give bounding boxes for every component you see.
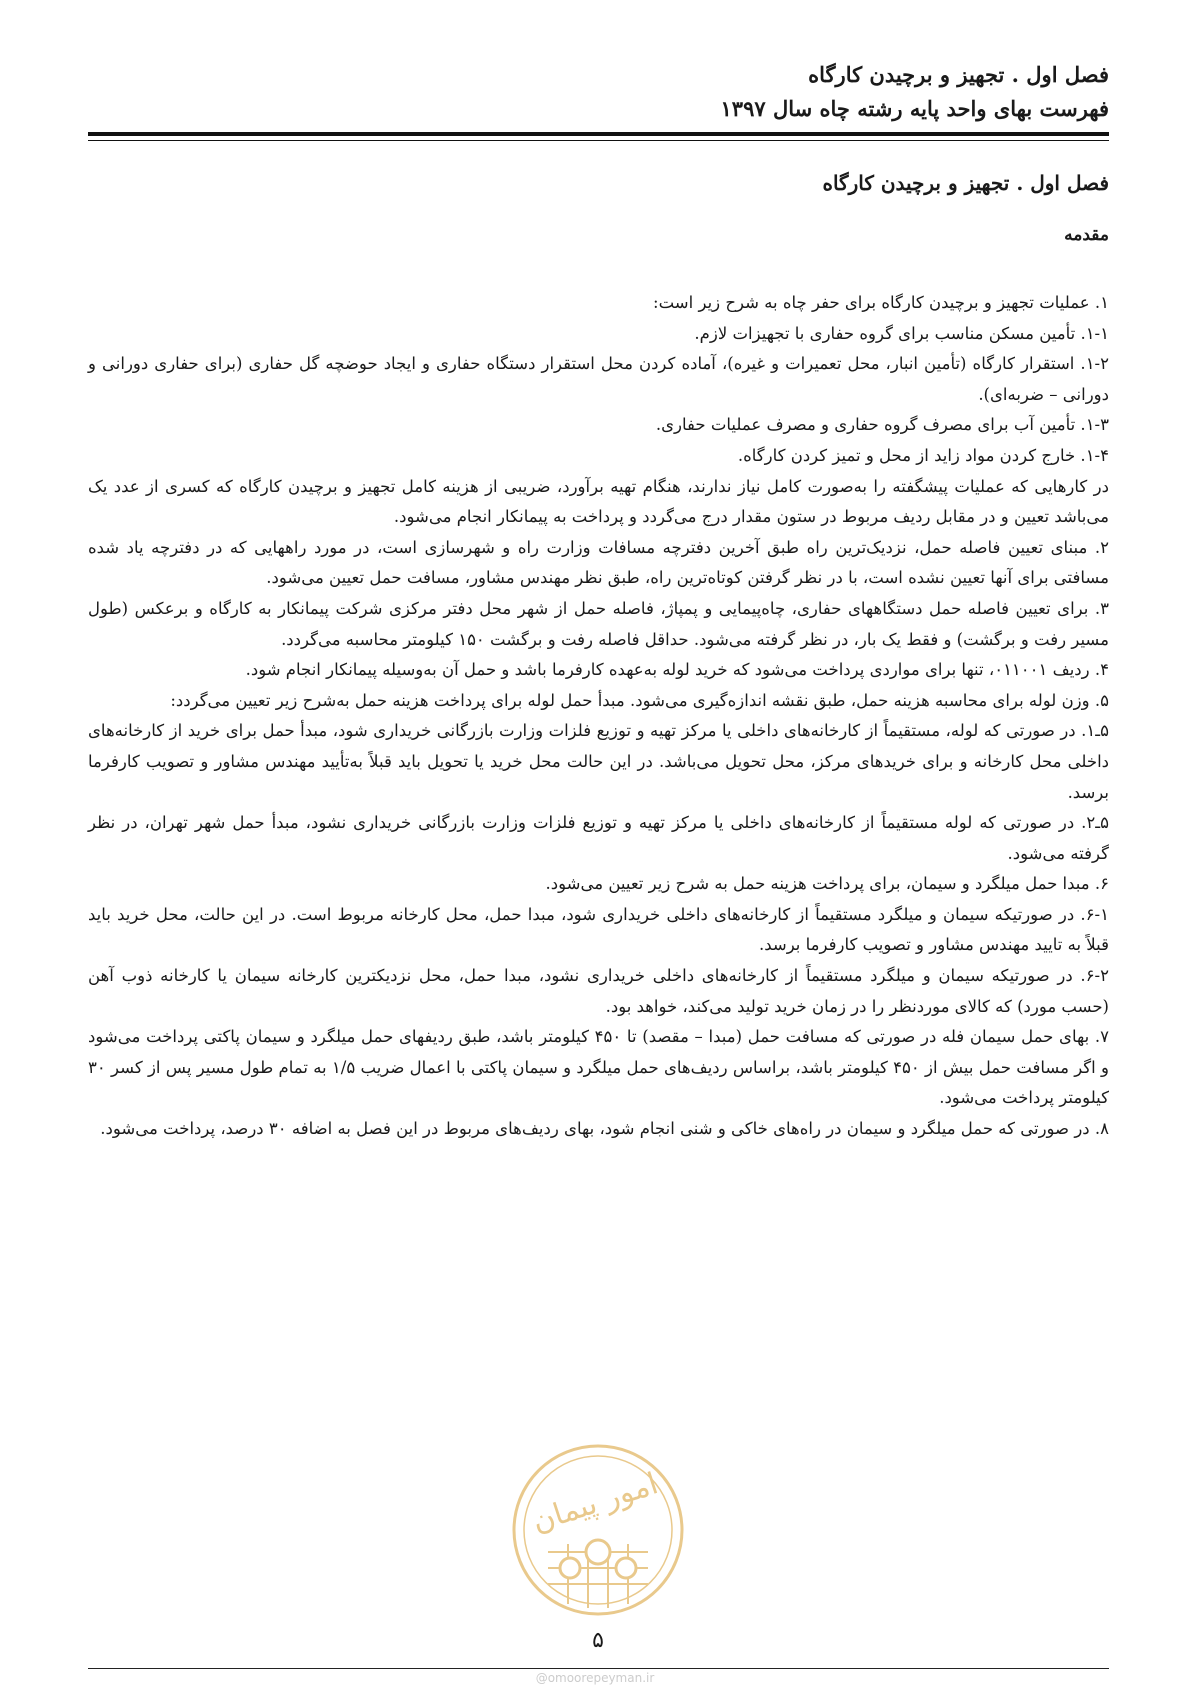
paragraph: ۵. وزن لوله برای محاسبه هزینه حمل، طبق نقشه اندازه‌گیری می‌شود. مبدأ حمل لوله برای پرداخت هزینه حمل به‌شرح زیر تعیین می‌گردد: (170, 690, 1109, 710)
paragraph: ۳. برای تعیین فاصله حمل دستگاههای حفاری، چاه‌پیمایی و پمپاژ، فاصله حمل از شهر محل دفتر مرکزی شرکت پیمانکار به کارگاه و برعکس (طول مسیر رفت و برگشت) و فقط یک بار، در نظر گرفته می‌شود. حداقل فاصله رفت و برگشت ۱۵۰ کیلومتر محاسبه می‌گردد. (88, 598, 1109, 649)
paragraph: ۶. مبدا حمل میلگرد و سیمان، برای پرداخت هزینه حمل به شرح زیر تعیین می‌شود. (545, 874, 1109, 894)
watermark-url: @omoorepeyman.ir (535, 1671, 655, 1685)
header-rule-thin (88, 140, 1109, 141)
paragraph: ۱-۴. خارج کردن مواد زاید از محل و تمیز کردن کارگاه. (737, 445, 1109, 465)
paragraph: ۲. مبنای تعیین فاصله حمل، نزدیک‌ترین راه طبق آخرین دفترچه مسافات وزارت راه و شهرسازی است، در مورد راههایی که در دفترچه یاد شده مسافتی برای آنها تعیین نشده است، با در نظر گرفتن کوتاه‌ترین راه، طبق نظر مهندس مشاور، مسافت حمل تعیین می‌شود. (88, 537, 1109, 588)
paragraph: ۶-۱. در صورتیکه سیمان و میلگرد مستقیماً از کارخانه‌های داخلی خریداری شود، مبدا حمل، محل کارخانه مربوط است. در این حالت، محل خرید باید قبلاً به تایید مهندس مشاور و تصویب کارفرما برسد. (88, 904, 1109, 955)
body-text (88, 288, 1109, 1145)
paragraph: ۷. بهای حمل سیمان فله در صورتی که مسافت حمل (مبدا – مقصد) تا ۴۵۰ کیلومتر باشد، طبق ردیفهای حمل میلگرد و سیمان پاکتی پرداخت می‌شود و اگر مسافت حمل بیش از ۴۵۰ کیلومتر باشد، براساس ردیف‌های حمل میلگرد و سیمان پاکتی با اعمال ضریب ۱/۵ به تمام طول مسیر پس از کسر ۳۰ کیلومتر پرداخت می‌شود. (88, 1027, 1109, 1108)
header-catalog-line: فهرست بهای واحد پایه رشته چاه سال ۱۳۹۷ (720, 96, 1109, 121)
paragraph: ۱-۱. تأمین مسکن مناسب برای گروه حفاری با تجهیزات لازم. (694, 323, 1109, 343)
section-title: مقدمه (1064, 225, 1109, 245)
running-header (88, 58, 1109, 126)
footer-rule (88, 1668, 1109, 1669)
paragraph: ۱-۳. تأمین آب برای مصرف گروه حفاری و مصرف عملیات حفاری. (655, 415, 1109, 435)
paragraph: ۸. در صورتی که حمل میلگرد و سیمان در راه‌های خاکی و شنی انجام شود، بهای ردیف‌های مربوط در این فصل به اضافه ۳۰ درصد، پرداخت می‌شود. (100, 1119, 1109, 1139)
paragraph: ۱. عملیات تجهیز و برچیدن کارگاه برای حفر چاه به شرح زیر است: (653, 293, 1109, 312)
document-page (88, 0, 1109, 1685)
paragraph: در کارهایی که عملیات پیشگفته را به‌صورت کامل نیاز ندارند، هنگام تهیه برآورد، ضریبی از هزینه کامل تجهیز و برچیدن کارگاه که کسری از عدد یک می‌باشد تعیین و در مقابل ردیف مربوط در ستون مقدار درج می‌گردد و پرداخت به پیمانکار انجام می‌شود. (88, 476, 1109, 527)
paragraph: ۱-۲. استقرار کارگاه (تأمین انبار، محل تعمیرات و غیره)، آماده کردن محل استقرار دستگاه حفاری و ایجاد حوضچه گل حفاری (برای حفاری دورانی و دورانی – ضربه‌ای). (88, 354, 1109, 404)
header-chapter-line: فصل اول . تجهیز و برچیدن کارگاه (808, 62, 1109, 87)
paragraph: ۵ـ۲. در صورتی که لوله مستقیماً از کارخانه‌های داخلی یا مرکز تهیه و توزیع فلزات وزارت بازرگانی خریداری نشود، مبدأ حمل شهر تهران، در نظر گرفته می‌شود. (88, 813, 1109, 863)
watermark-script-text: امور پیمان (527, 1466, 663, 1540)
watermark-seal-icon (508, 1440, 688, 1620)
paragraph: ۶-۲. در صورتیکه سیمان و میلگرد مستقیماً از کارخانه‌های داخلی خریداری نشود، مبدا حمل، محل نزدیکترین کارخانه سیمان یا کارخانه ذوب آهن (حسب مورد) که کالای موردنظر را در زمان خرید تولید می‌کند، خواهد بود. (88, 966, 1109, 1016)
chapter-title: فصل اول . تجهیز و برچیدن کارگاه (822, 171, 1109, 195)
paragraph: ۵ـ۱. در صورتی که لوله، مستقیماً از کارخانه‌های داخلی یا مرکز تهیه و توزیع فلزات وزارت بازرگانی خریداری شود، مبدأ حمل برای خرید از کارخانه‌های داخلی محل کارخانه و برای خریدهای مرکز، محل تحویل می‌باشد. در این حالت محل خرید یا تحویل باید قبلاً به‌تأیید مهندس مشاور و تصویب کارفرما برسد. (88, 721, 1109, 802)
header-rule-thick (88, 132, 1109, 136)
page-number: ۵ (592, 1628, 604, 1653)
paragraph: ۴. ردیف ۰۱۱۰۰۱، تنها برای مواردی پرداخت می‌شود که خرید لوله به‌عهده کارفرما باشد و حمل آن به‌وسیله پیمانکار انجام شود. (245, 660, 1109, 680)
